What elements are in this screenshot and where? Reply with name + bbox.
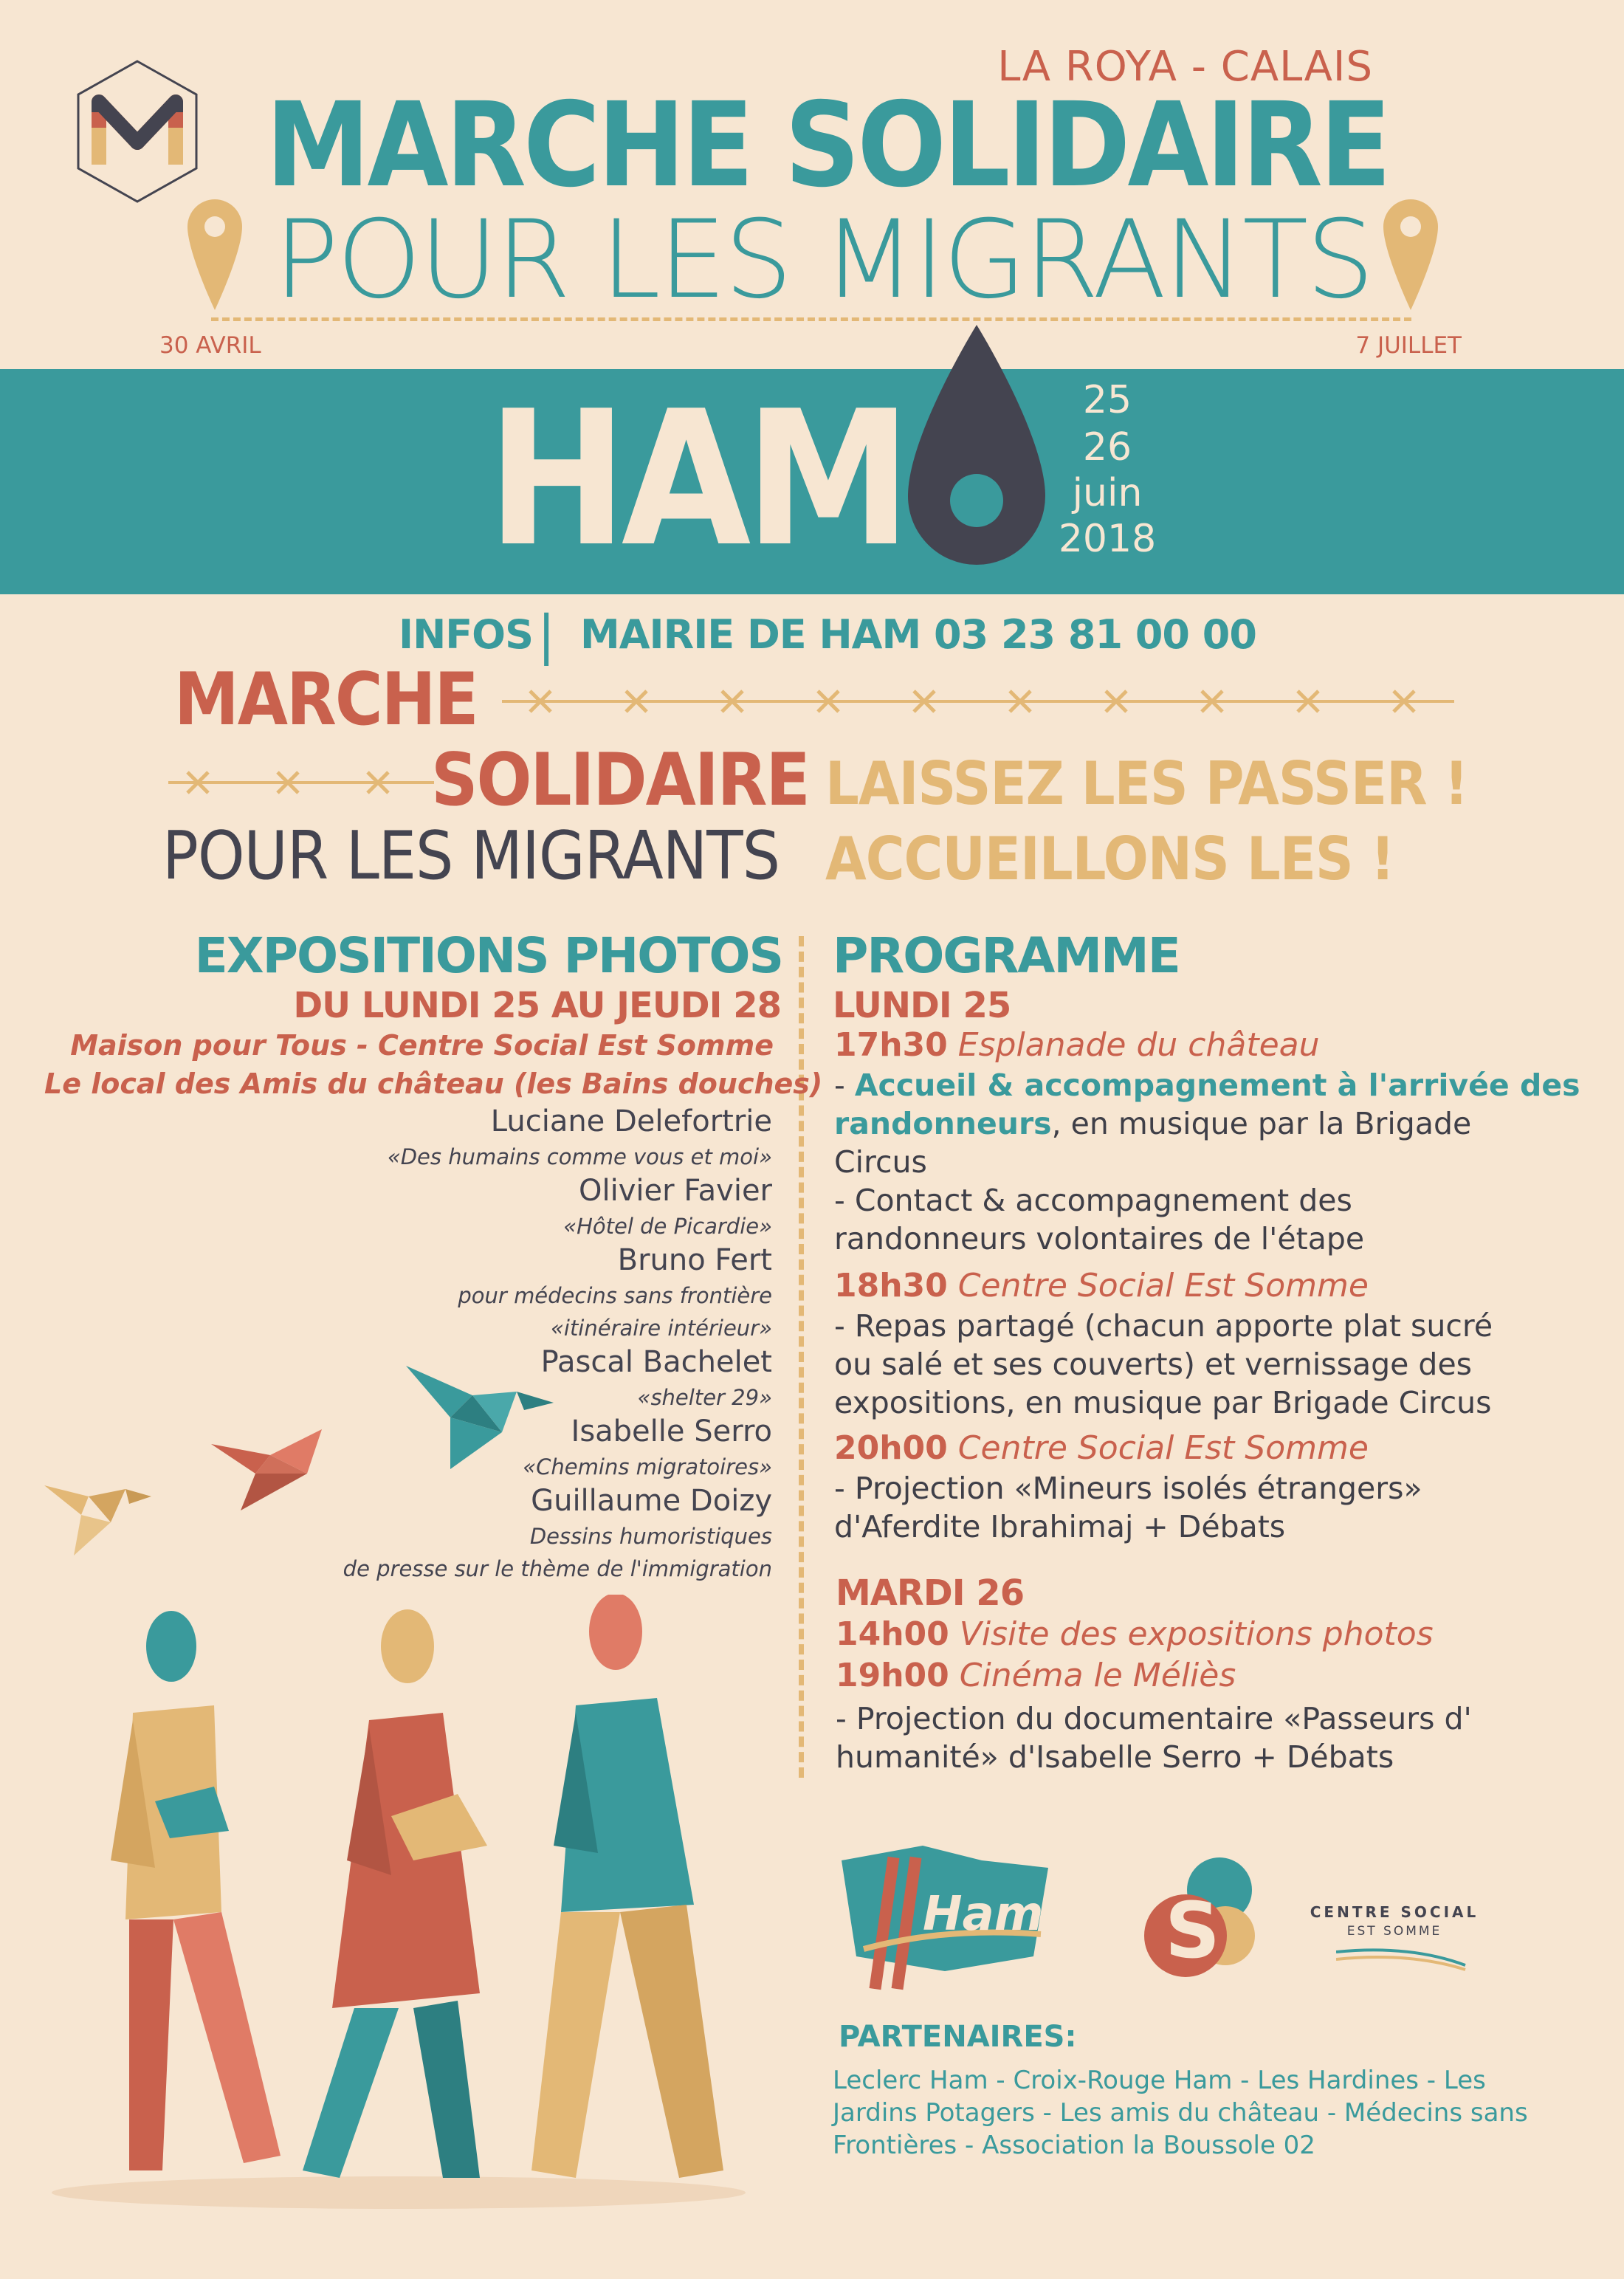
artist-work: «itinéraire intérieur»	[550, 1316, 772, 1341]
event-14h00	[836, 1615, 1434, 1653]
expositions-venue1: Maison pour Tous - Centre Social Est Somme	[70, 1029, 774, 1062]
date-year: 2018	[1058, 517, 1157, 561]
artist-name: Bruno Fert	[617, 1243, 772, 1277]
event-description: - Projection «Mineurs isolés étrangers»	[834, 1471, 1422, 1506]
date-month: juin	[1072, 471, 1143, 515]
event-place: Visite des expositions photos	[959, 1615, 1434, 1653]
artist-name: Isabelle Serro	[571, 1415, 772, 1448]
artist-name: Guillaume Doizy	[531, 1484, 772, 1518]
artist-work: «Chemins migratoires»	[523, 1454, 772, 1479]
expositions-heading: EXPOSITIONS PHOTOS	[194, 927, 782, 984]
event-description: randonneurs volontaires de l'étape	[834, 1221, 1365, 1257]
column-divider	[799, 936, 804, 1778]
event-description	[834, 1104, 1471, 1143]
event-place: Cinéma le Méliès	[959, 1657, 1236, 1694]
event-place: Centre Social Est Somme	[957, 1267, 1369, 1305]
city-name: HAM	[487, 371, 906, 588]
infos-label: INFOS	[399, 611, 533, 658]
slogan-call1: LAISSEZ LES PASSER !	[825, 749, 1468, 818]
map-pin-icon-left	[182, 193, 248, 312]
slogan-pour-les-migrants: POUR LES MIGRANTS	[162, 817, 780, 895]
expositions-dates: DU LUNDI 25 AU JEUDI 28	[293, 985, 781, 1026]
main-title-line1: MARCHE SOLIDAIRE	[266, 78, 1389, 213]
drop-pin-icon	[906, 325, 1047, 572]
centre-social-sub: EST SOMME	[1346, 1924, 1442, 1939]
artist-work: «Hôtel de Picardie»	[563, 1214, 772, 1239]
infos-contact: MAIRIE DE HAM 03 23 81 00 00	[580, 611, 1256, 658]
ham-logo-text: Ham	[923, 1887, 1044, 1942]
event-description: Circus	[834, 1144, 927, 1180]
main-title-line2: POUR LES MIGRANTS	[274, 197, 1372, 323]
event-place: Centre Social Est Somme	[957, 1429, 1369, 1467]
event-description: d'Aferdite Ibrahimaj + Débats	[834, 1509, 1286, 1544]
barbed-wire-top	[502, 687, 1454, 716]
event-18h30	[834, 1267, 1369, 1305]
event-description: expositions, en musique par Brigade Circus	[834, 1385, 1492, 1420]
programme-day1: LUNDI 25	[833, 985, 1011, 1026]
ham-logo	[834, 1846, 1056, 1993]
partners-heading: PARTENAIRES:	[839, 2020, 1077, 2054]
centre-social-swoosh	[1336, 1943, 1469, 1973]
event-description: - Repas partagé (chacun apporte plat sucré	[834, 1308, 1493, 1344]
slogan-marche: MARCHE	[174, 658, 478, 742]
infos-separator: |	[537, 604, 556, 666]
programme-day2: MARDI 26	[836, 1572, 1025, 1614]
route-dashed-line	[211, 317, 1411, 321]
event-place: Esplanade du château	[957, 1026, 1320, 1064]
event-description: ou salé et ses couverts) et vernissage des	[834, 1347, 1473, 1382]
event-19h00	[836, 1657, 1236, 1694]
event-17h30	[834, 1026, 1320, 1064]
date-day2: 26	[1082, 425, 1132, 470]
expositions-venue2: Le local des Amis du château (les Bains douches)	[44, 1068, 823, 1100]
event-description: - Contact & accompagnement des	[834, 1183, 1352, 1218]
slogan-call2: ACCUEILLONS LES !	[825, 825, 1394, 893]
text: , en musique par la Brigade	[1051, 1106, 1472, 1141]
route-label: LA ROYA - CALAIS	[997, 43, 1373, 91]
date-day1: 25	[1082, 378, 1132, 422]
event-time: 14h00	[836, 1615, 949, 1653]
event-description: humanité» d'Isabelle Serro + Débats	[836, 1739, 1394, 1775]
end-date: 7 JUILLET	[1355, 332, 1462, 359]
walking-figures	[44, 1595, 797, 2215]
event-time: 17h30	[834, 1026, 948, 1064]
event-time: 20h00	[834, 1429, 948, 1467]
map-pin-icon-right	[1377, 193, 1444, 312]
highlight: Accueil & accompagnement à l'arrivée des	[854, 1068, 1580, 1103]
highlight: randonneurs	[834, 1106, 1052, 1141]
artist-work: «Des humains comme vous et moi»	[387, 1144, 772, 1169]
slogan-solidaire: SOLIDAIRE	[431, 738, 809, 822]
centre-social-logo	[1129, 1853, 1262, 1986]
centre-social-name: CENTRE SOCIAL	[1310, 1903, 1479, 1921]
artist-work: «shelter 29»	[637, 1385, 772, 1410]
partners-list: Frontières - Association la Boussole 02	[833, 2131, 1315, 2160]
event-20h00	[834, 1429, 1369, 1467]
artist-name: Pascal Bachelet	[540, 1345, 772, 1379]
event-time: 18h30	[834, 1267, 948, 1305]
centre-social-s: S	[1165, 1886, 1220, 1976]
event-time: 19h00	[836, 1657, 949, 1694]
partners-list: Leclerc Ham - Croix-Rouge Ham - Les Hardines - Les	[833, 2066, 1486, 2095]
barbed-wire-left	[168, 768, 434, 797]
artist-work: Dessins humoristiques	[529, 1524, 772, 1549]
origami-bird-teal	[406, 1351, 554, 1477]
dash: -	[834, 1068, 855, 1103]
origami-bird-sand	[44, 1478, 155, 1559]
artist-name: Olivier Favier	[579, 1174, 772, 1208]
m-hexagon-logo	[71, 58, 204, 205]
partners-list: Jardins Potagers - Les amis du château - Médecins sans	[833, 2098, 1528, 2128]
start-date: 30 AVRIL	[159, 332, 261, 359]
artist-work: de presse sur le thème de l'immigration	[343, 1556, 772, 1581]
event-description: - Projection du documentaire «Passeurs d'	[836, 1701, 1472, 1736]
origami-bird-red	[211, 1429, 344, 1510]
artist-work: pour médecins sans frontière	[458, 1283, 772, 1308]
event-description	[834, 1066, 1580, 1104]
programme-heading: PROGRAMME	[833, 927, 1180, 984]
artist-name: Luciane Delefortrie	[490, 1104, 772, 1138]
